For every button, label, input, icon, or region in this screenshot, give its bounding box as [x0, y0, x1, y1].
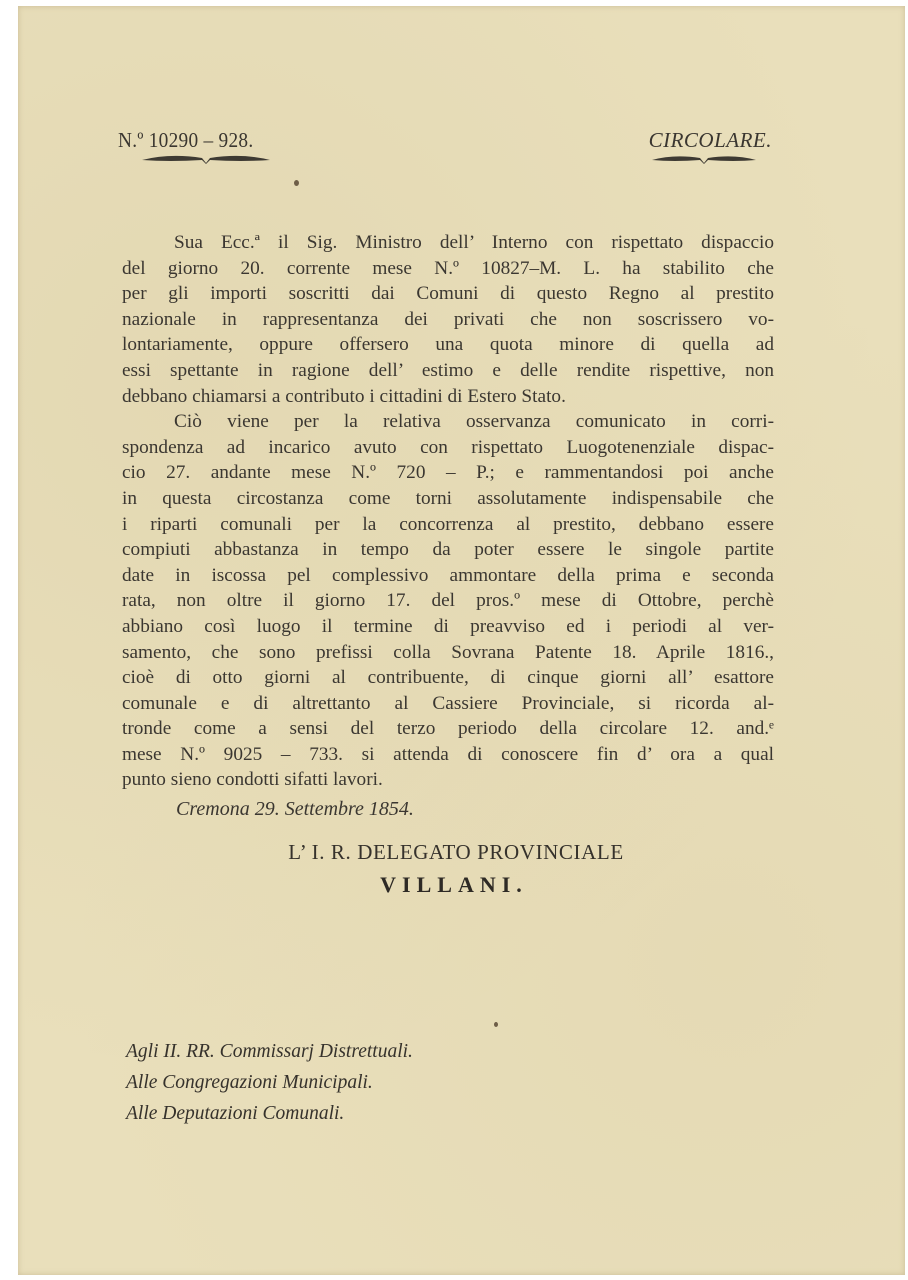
body-line: abbiano così luogo il termine di preavviso ed i periodi al ver- [122, 615, 774, 637]
body-line: essi spettante in ragione dell’ estimo e delle rendite rispettive, non [122, 359, 774, 381]
body-line: samento, che sono prefissi colla Sovrana Patente 18. Aprile 1816., [122, 641, 774, 663]
body-line: compiuti abbastanza in tempo da poter essere le singole partite [122, 539, 774, 561]
body-line: punto sieno condotti sifatti lavori. [122, 769, 383, 791]
ink-speck [494, 1022, 498, 1027]
recipient-line: Alle Deputazioni Comunali. [126, 1103, 345, 1124]
body-line: i riparti comunali per la concorrenza al prestito, debbano essere [122, 513, 774, 535]
circular-title: CIRCOLARE. [648, 128, 772, 152]
circular-number: N.º 10290 – 928. [118, 128, 254, 152]
circular-body [122, 230, 774, 793]
recipients-list [126, 1036, 413, 1129]
recipient-line: Alle Congregazioni Municipali. [126, 1072, 373, 1093]
body-line: in questa circostanza come torni assolutamente indispensabile che [122, 487, 774, 509]
body-line: Sua Ecc.ª il Sig. Ministro dell’ Interno con rispettato dispaccio [174, 232, 774, 253]
ink-speck [294, 180, 299, 186]
body-line: spondenza ad incarico avuto con rispettato Luogotenenziale dispac- [122, 436, 774, 458]
recipient-line: Agli II. RR. Commissarj Distrettuali. [126, 1041, 413, 1062]
signer-name: VILLANI. [380, 872, 528, 897]
body-line: debbano chiamarsi a contributo i cittadini di Estero Stato. [122, 385, 566, 407]
body-line: comunale e di altrettanto al Cassiere Provinciale, si ricorda al- [122, 692, 774, 714]
body-line: lontariamente, oppure offersero una quota minore di quella ad [122, 334, 774, 356]
dateline: Cremona 29. Settembre 1854. [176, 798, 414, 820]
body-line: cioè di otto giorni al contribuente, di cinque giorni all’ esattore [122, 667, 774, 689]
body-line: Ciò viene per la relativa osservanza comunicato in corri- [174, 411, 774, 433]
body-line: rata, non oltre il giorno 17. del pros.º mese di Ottobre, perchè [122, 590, 774, 612]
body-line: cio 27. andante mese N.º 720 – P.; e rammentandosi poi anche [122, 462, 774, 484]
number-flourish-ornament [140, 152, 272, 166]
body-line: nazionale in rappresentanza dei privati che non soscrissero vo- [122, 308, 774, 330]
signer-title: L’ I. R. DELEGATO PROVINCIALE [288, 840, 624, 864]
body-line: mese N.º 9025 – 733. si attenda di conoscere fin d’ ora a qual [122, 743, 774, 765]
body-line: del giorno 20. corrente mese N.º 10827–M. L. ha stabilito che [122, 257, 774, 279]
body-line: tronde come a sensi del terzo periodo della circolare 12. and.ᵉ [122, 718, 774, 740]
body-line: per gli importi soscritti dai Comuni di questo Regno al prestito [122, 283, 774, 305]
body-line: date in iscossa pel complessivo ammontare della prima e seconda [122, 564, 774, 586]
title-flourish-ornament [650, 152, 758, 166]
